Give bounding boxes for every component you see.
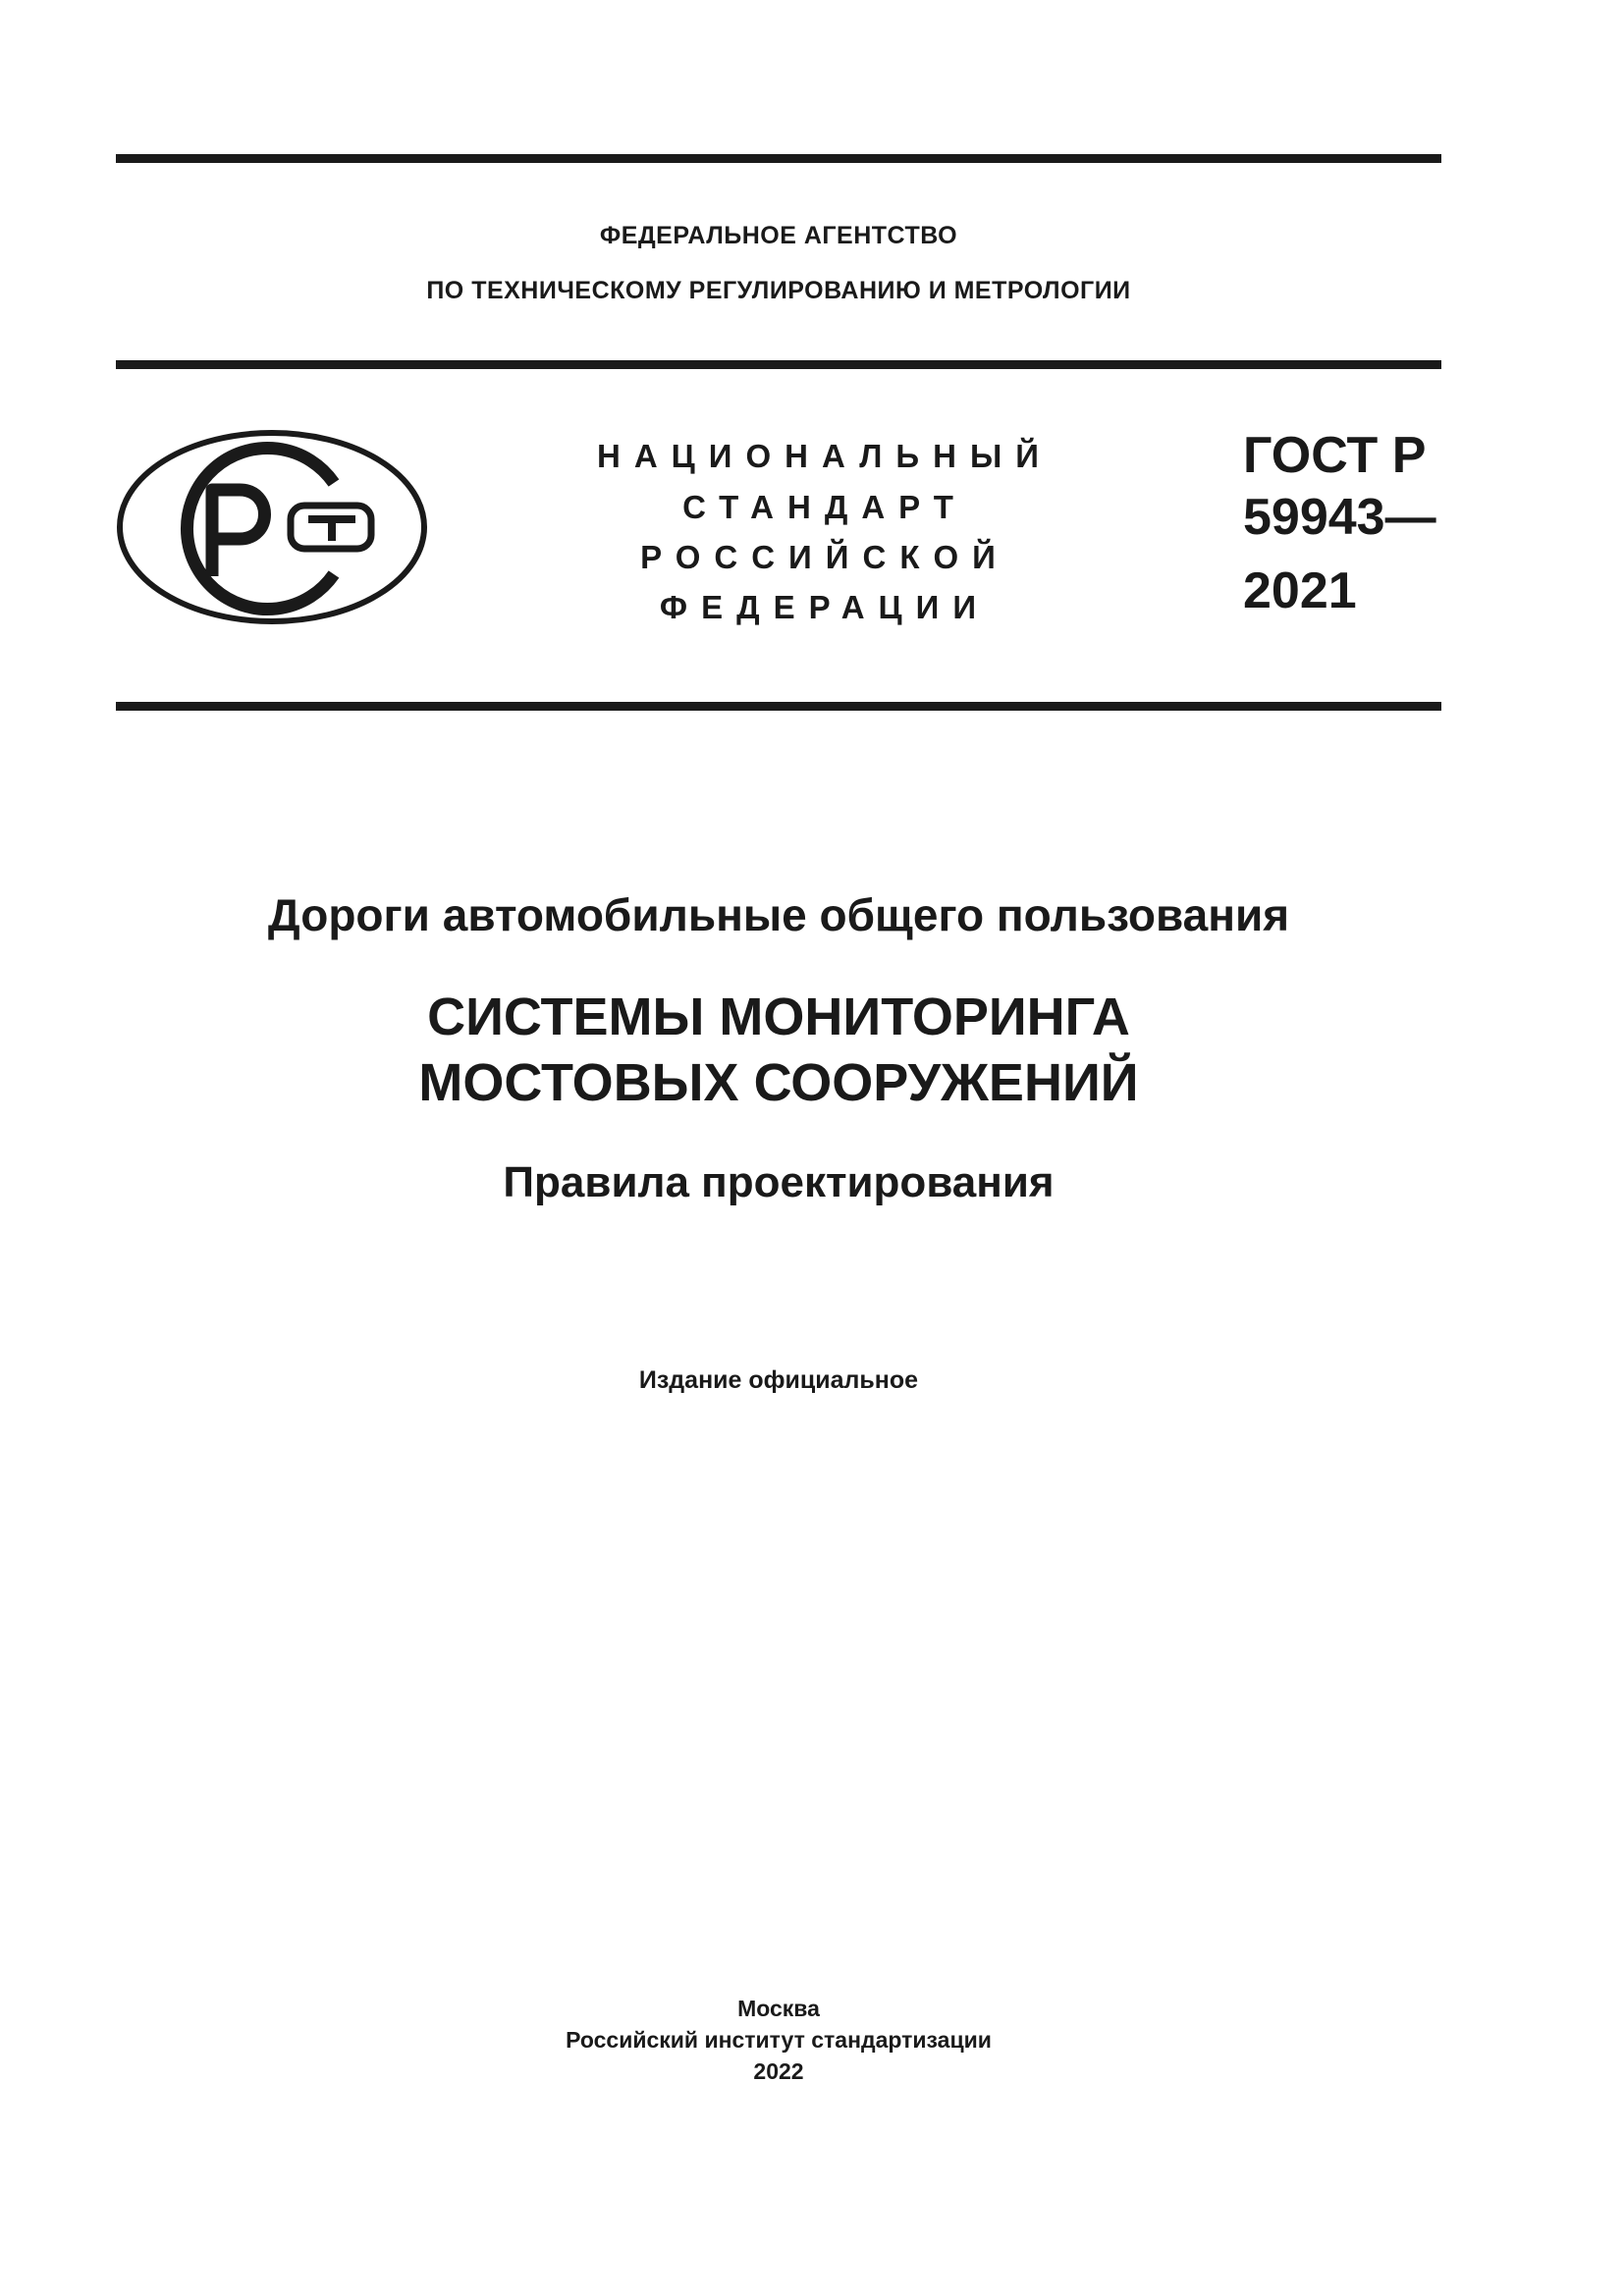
standard-designation-line: 2021 [1243, 562, 1357, 619]
national-standard-line: СТАНДАРТ [682, 489, 967, 525]
national-standard-line: НАЦИОНАЛЬНЫЙ [597, 438, 1053, 474]
standard-designation-line: ГОСТ Р [1243, 427, 1427, 484]
document-subject: Дороги автомобильные общего пользования [267, 889, 1290, 940]
imprint-publisher: Российский институт стандартизации [566, 2027, 992, 2053]
agency-line-1: ФЕДЕРАЛЬНОЕ АГЕНТСТВО [599, 222, 958, 249]
document-subtitle: Правила проектирования [503, 1158, 1055, 1206]
middle-rule [116, 360, 1441, 369]
bottom-rule [116, 702, 1441, 711]
imprint-year: 2022 [753, 2058, 804, 2084]
top-rule [116, 154, 1441, 163]
agency-line-2: ПО ТЕХНИЧЕСКОМУ РЕГУЛИРОВАНИЮ И МЕТРОЛОГИИ [426, 277, 1131, 304]
edition-label: Издание официальное [638, 1366, 919, 1394]
national-standard-line: ФЕДЕРАЦИИ [659, 589, 991, 625]
imprint-city: Москва [737, 1996, 820, 2021]
national-standard-line: РОССИЙСКОЙ [640, 539, 1009, 575]
document-title-line: СИСТЕМЫ МОНИТОРИНГА [427, 988, 1130, 1046]
document-title-line: МОСТОВЫХ СООРУЖЕНИЙ [418, 1053, 1139, 1112]
rst-certification-logo-icon [116, 429, 428, 625]
standard-designation-line: 59943— [1243, 489, 1436, 546]
